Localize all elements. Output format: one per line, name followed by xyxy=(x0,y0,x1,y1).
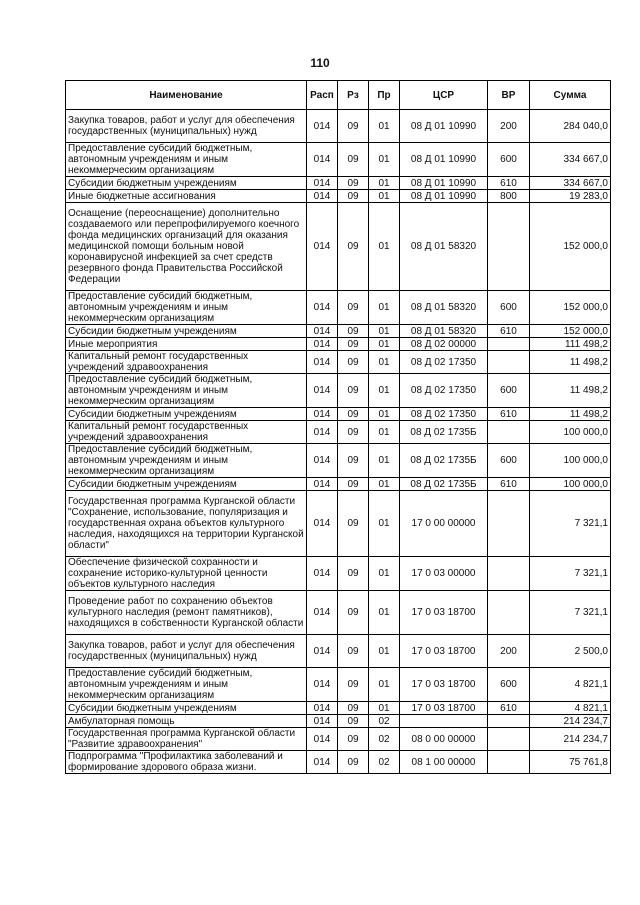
cell-vr: 600 xyxy=(488,374,530,408)
cell-csr xyxy=(400,715,488,728)
cell-rz: 09 xyxy=(338,715,369,728)
cell-rasp: 014 xyxy=(307,557,338,591)
cell-rz: 09 xyxy=(338,374,369,408)
cell-rz: 09 xyxy=(338,728,369,751)
cell-rz: 09 xyxy=(338,702,369,715)
cell-vr xyxy=(488,338,530,351)
cell-name: Закупка товаров, работ и услуг для обеспечения государственных (муниципальных) нужд xyxy=(66,110,307,143)
cell-vr: 610 xyxy=(488,702,530,715)
page-number: 110 xyxy=(310,56,330,70)
table-row xyxy=(66,177,611,190)
cell-sum: 100 000,0 xyxy=(530,421,611,444)
cell-pr: 01 xyxy=(369,408,400,421)
cell-rasp: 014 xyxy=(307,291,338,325)
cell-pr: 02 xyxy=(369,751,400,774)
cell-name: Иные бюджетные ассигнования xyxy=(66,190,307,203)
cell-sum: 11 498,2 xyxy=(530,351,611,374)
table-row xyxy=(66,110,611,143)
cell-pr: 01 xyxy=(369,374,400,408)
cell-rz: 09 xyxy=(338,478,369,491)
cell-name: Проведение работ по сохранению объектов культурного наследия (ремонт памятников), находящихся в собственности Курганской области xyxy=(66,591,307,635)
cell-pr: 01 xyxy=(369,177,400,190)
cell-csr: 08 1 00 00000 xyxy=(400,751,488,774)
cell-vr: 600 xyxy=(488,444,530,478)
cell-rz: 09 xyxy=(338,291,369,325)
cell-rasp: 014 xyxy=(307,728,338,751)
cell-pr: 01 xyxy=(369,143,400,177)
cell-vr: 800 xyxy=(488,190,530,203)
cell-rz: 09 xyxy=(338,635,369,668)
cell-rz: 09 xyxy=(338,325,369,338)
cell-vr: 610 xyxy=(488,478,530,491)
cell-rz: 09 xyxy=(338,143,369,177)
table-row xyxy=(66,143,611,177)
cell-pr: 01 xyxy=(369,203,400,291)
table-row xyxy=(66,203,611,291)
cell-pr: 01 xyxy=(369,635,400,668)
cell-pr: 01 xyxy=(369,478,400,491)
cell-rz: 09 xyxy=(338,190,369,203)
cell-rz: 09 xyxy=(338,444,369,478)
cell-name: Субсидии бюджетным учреждениям xyxy=(66,702,307,715)
table-row xyxy=(66,325,611,338)
cell-rz: 09 xyxy=(338,177,369,190)
cell-name: Иные мероприятия xyxy=(66,338,307,351)
cell-csr: 08 Д 02 17350 xyxy=(400,408,488,421)
cell-name: Субсидии бюджетным учреждениям xyxy=(66,177,307,190)
header-vr: ВР xyxy=(488,81,530,110)
cell-sum: 152 000,0 xyxy=(530,291,611,325)
table-row xyxy=(66,591,611,635)
cell-vr: 200 xyxy=(488,110,530,143)
cell-sum: 111 498,2 xyxy=(530,338,611,351)
cell-rz: 09 xyxy=(338,591,369,635)
cell-sum: 100 000,0 xyxy=(530,478,611,491)
cell-name: Подпрограмма "Профилактика заболеваний и формирование здорового образа жизни. xyxy=(66,751,307,774)
cell-csr: 08 Д 01 10990 xyxy=(400,177,488,190)
cell-vr xyxy=(488,751,530,774)
cell-csr: 17 0 03 18700 xyxy=(400,635,488,668)
cell-rz: 09 xyxy=(338,557,369,591)
cell-csr: 08 Д 01 58320 xyxy=(400,203,488,291)
cell-rz: 09 xyxy=(338,351,369,374)
cell-rasp: 014 xyxy=(307,591,338,635)
budget-table xyxy=(65,80,611,774)
cell-pr: 01 xyxy=(369,444,400,478)
cell-sum: 100 000,0 xyxy=(530,444,611,478)
cell-rasp: 014 xyxy=(307,635,338,668)
cell-rasp: 014 xyxy=(307,702,338,715)
table-row xyxy=(66,338,611,351)
cell-csr: 08 Д 01 10990 xyxy=(400,110,488,143)
cell-csr: 08 Д 02 1735Б xyxy=(400,421,488,444)
cell-sum: 214 234,7 xyxy=(530,728,611,751)
cell-name: Капитальный ремонт государственных учреждений здравоохранения xyxy=(66,421,307,444)
cell-pr: 01 xyxy=(369,668,400,702)
cell-rasp: 014 xyxy=(307,203,338,291)
table-row xyxy=(66,491,611,557)
table-row xyxy=(66,374,611,408)
header-pr: Пр xyxy=(369,81,400,110)
table-row xyxy=(66,557,611,591)
table-row xyxy=(66,408,611,421)
cell-name: Субсидии бюджетным учреждениям xyxy=(66,478,307,491)
cell-vr xyxy=(488,351,530,374)
cell-name: Субсидии бюджетным учреждениям xyxy=(66,408,307,421)
cell-csr: 17 0 03 18700 xyxy=(400,591,488,635)
cell-vr: 600 xyxy=(488,143,530,177)
cell-vr: 610 xyxy=(488,325,530,338)
cell-pr: 01 xyxy=(369,291,400,325)
cell-pr: 01 xyxy=(369,325,400,338)
table-row xyxy=(66,291,611,325)
cell-sum: 11 498,2 xyxy=(530,408,611,421)
cell-rz: 09 xyxy=(338,491,369,557)
cell-pr: 01 xyxy=(369,491,400,557)
cell-name: Предоставление субсидий бюджетным, автономным учреждениям и иным некоммерческим организациям xyxy=(66,668,307,702)
cell-name: Капитальный ремонт государственных учреждений здравоохранения xyxy=(66,351,307,374)
cell-rasp: 014 xyxy=(307,668,338,702)
cell-name: Обеспечение физической сохранности и сохранение историко-культурной ценности объектов культурного наследия xyxy=(66,557,307,591)
cell-rasp: 014 xyxy=(307,478,338,491)
cell-rasp: 014 xyxy=(307,408,338,421)
cell-csr: 08 Д 01 58320 xyxy=(400,291,488,325)
table-row xyxy=(66,478,611,491)
table-row xyxy=(66,702,611,715)
cell-vr: 600 xyxy=(488,291,530,325)
cell-rasp: 014 xyxy=(307,338,338,351)
cell-vr xyxy=(488,557,530,591)
cell-rasp: 014 xyxy=(307,325,338,338)
cell-pr: 02 xyxy=(369,728,400,751)
cell-rasp: 014 xyxy=(307,190,338,203)
cell-rz: 09 xyxy=(338,110,369,143)
cell-rz: 09 xyxy=(338,203,369,291)
cell-rz: 09 xyxy=(338,668,369,702)
header-rz: Рз xyxy=(338,81,369,110)
cell-sum: 11 498,2 xyxy=(530,374,611,408)
header-rasp: Расп xyxy=(307,81,338,110)
table-row xyxy=(66,421,611,444)
cell-vr xyxy=(488,591,530,635)
cell-name: Государственная программа Курганской области "Сохранение, использование, популяризация и государственная охрана объектов культурного наследия, находящихся на территории Курганской области" xyxy=(66,491,307,557)
cell-rz: 09 xyxy=(338,338,369,351)
cell-name: Предоставление субсидий бюджетным, автономным учреждениям и иным некоммерческим организациям xyxy=(66,444,307,478)
cell-pr: 01 xyxy=(369,351,400,374)
cell-rz: 09 xyxy=(338,408,369,421)
cell-rasp: 014 xyxy=(307,177,338,190)
cell-sum: 214 234,7 xyxy=(530,715,611,728)
table-row xyxy=(66,751,611,774)
cell-name: Субсидии бюджетным учреждениям xyxy=(66,325,307,338)
cell-sum: 284 040,0 xyxy=(530,110,611,143)
table-row xyxy=(66,715,611,728)
cell-sum: 7 321,1 xyxy=(530,591,611,635)
cell-vr: 610 xyxy=(488,177,530,190)
cell-pr: 01 xyxy=(369,591,400,635)
cell-pr: 01 xyxy=(369,190,400,203)
cell-csr: 08 Д 02 17350 xyxy=(400,351,488,374)
cell-vr xyxy=(488,203,530,291)
cell-csr: 08 0 00 00000 xyxy=(400,728,488,751)
header-sum: Сумма xyxy=(530,81,611,110)
table-row xyxy=(66,668,611,702)
cell-csr: 08 Д 01 58320 xyxy=(400,325,488,338)
cell-vr: 600 xyxy=(488,668,530,702)
cell-pr: 01 xyxy=(369,557,400,591)
cell-rasp: 014 xyxy=(307,444,338,478)
cell-rasp: 014 xyxy=(307,751,338,774)
header-name: Наименование xyxy=(66,81,307,110)
cell-csr: 17 0 00 00000 xyxy=(400,491,488,557)
cell-csr: 08 Д 01 10990 xyxy=(400,190,488,203)
cell-rasp: 014 xyxy=(307,374,338,408)
cell-sum: 152 000,0 xyxy=(530,203,611,291)
cell-csr: 17 0 03 18700 xyxy=(400,702,488,715)
cell-pr: 01 xyxy=(369,421,400,444)
cell-sum: 75 761,8 xyxy=(530,751,611,774)
cell-name: Закупка товаров, работ и услуг для обеспечения государственных (муниципальных) нужд xyxy=(66,635,307,668)
cell-sum: 4 821,1 xyxy=(530,702,611,715)
cell-vr: 610 xyxy=(488,408,530,421)
cell-vr: 200 xyxy=(488,635,530,668)
cell-csr: 17 0 03 00000 xyxy=(400,557,488,591)
cell-sum: 152 000,0 xyxy=(530,325,611,338)
table-header-row xyxy=(66,81,611,110)
table-row xyxy=(66,444,611,478)
cell-sum: 4 821,1 xyxy=(530,668,611,702)
cell-pr: 01 xyxy=(369,338,400,351)
cell-name: Оснащение (переоснащение) дополнительно создаваемого или перепрофилируемого коечного фонда медицинских организаций для оказания медицинской помощи больным новой коронавирусной инфекцией за счет средств резервного фонда Правительства Российской Федерации xyxy=(66,203,307,291)
cell-csr: 08 Д 02 17350 xyxy=(400,374,488,408)
cell-vr xyxy=(488,715,530,728)
cell-sum: 7 321,1 xyxy=(530,491,611,557)
cell-csr: 17 0 03 18700 xyxy=(400,668,488,702)
table-row xyxy=(66,190,611,203)
cell-rasp: 014 xyxy=(307,715,338,728)
table-body xyxy=(66,110,611,774)
cell-rasp: 014 xyxy=(307,351,338,374)
table-row xyxy=(66,728,611,751)
cell-name: Амбулаторная помощь xyxy=(66,715,307,728)
cell-rasp: 014 xyxy=(307,421,338,444)
cell-rz: 09 xyxy=(338,751,369,774)
cell-pr: 02 xyxy=(369,715,400,728)
cell-csr: 08 Д 02 1735Б xyxy=(400,478,488,491)
header-csr: ЦСР xyxy=(400,81,488,110)
cell-sum: 7 321,1 xyxy=(530,557,611,591)
cell-csr: 08 Д 02 00000 xyxy=(400,338,488,351)
cell-pr: 01 xyxy=(369,110,400,143)
cell-name: Предоставление субсидий бюджетным, автономным учреждениям и иным некоммерческим организациям xyxy=(66,291,307,325)
cell-sum: 334 667,0 xyxy=(530,177,611,190)
cell-csr: 08 Д 02 1735Б xyxy=(400,444,488,478)
cell-rz: 09 xyxy=(338,421,369,444)
cell-vr xyxy=(488,421,530,444)
table-row xyxy=(66,351,611,374)
table-row xyxy=(66,635,611,668)
cell-sum: 334 667,0 xyxy=(530,143,611,177)
cell-name: Предоставление субсидий бюджетным, автономным учреждениям и иным некоммерческим организациям xyxy=(66,374,307,408)
cell-name: Государственная программа Курганской области "Развитие здравоохранения" xyxy=(66,728,307,751)
cell-rasp: 014 xyxy=(307,491,338,557)
cell-name: Предоставление субсидий бюджетным, автономным учреждениям и иным некоммерческим организациям xyxy=(66,143,307,177)
cell-pr: 01 xyxy=(369,702,400,715)
cell-vr xyxy=(488,728,530,751)
cell-sum: 19 283,0 xyxy=(530,190,611,203)
cell-sum: 2 500,0 xyxy=(530,635,611,668)
cell-vr xyxy=(488,491,530,557)
cell-rasp: 014 xyxy=(307,143,338,177)
cell-csr: 08 Д 01 10990 xyxy=(400,143,488,177)
cell-rasp: 014 xyxy=(307,110,338,143)
